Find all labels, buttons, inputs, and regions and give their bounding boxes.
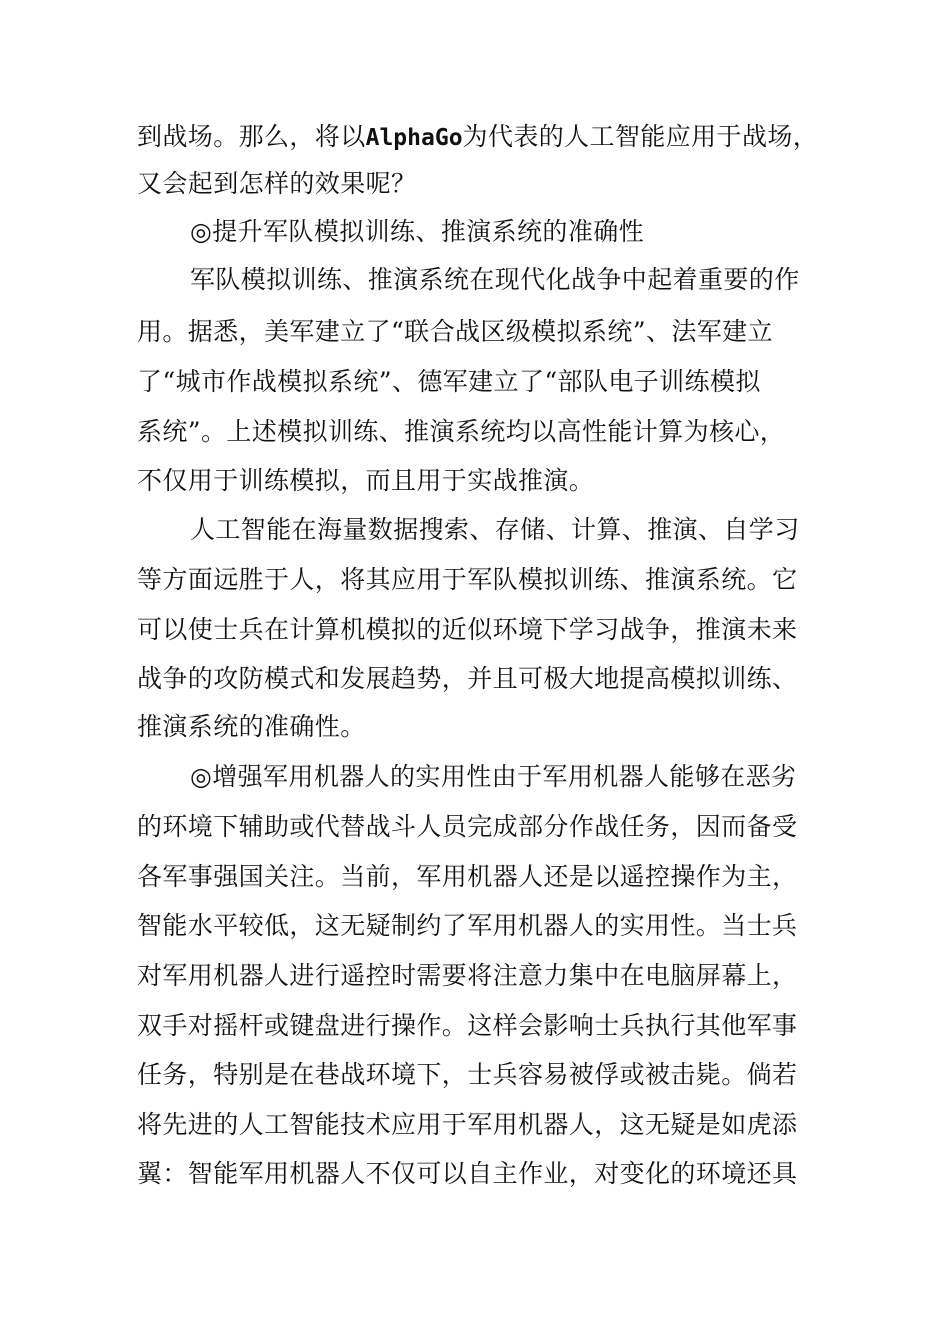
text-fragment: 为代表的人工智能应用于战场， [462, 122, 819, 151]
text-line: 了“城市作战模拟系统”、德军建立了“部队电子训练模拟 [137, 367, 761, 396]
text-line: 将先进的人工智能技术应用于军用机器人，这无疑是如虎添 [137, 1110, 798, 1139]
text-line: 翼：智能军用机器人不仅可以自主作业，对变化的环境还具 [137, 1159, 798, 1188]
text-line: 智能水平较低，这无疑制约了军用机器人的实用性。当士兵 [137, 911, 798, 940]
text-line: 可以使士兵在计算机模拟的近似环境下学习战争，推演未来 [137, 615, 798, 644]
text-line: 等方面远胜于人，将其应用于军队模拟训练、推演系统。它 [137, 565, 798, 594]
text-line: 不仅用于训练模拟，而且用于实战推演。 [137, 466, 595, 495]
text-line [137, 117, 817, 157]
text-line: 推演系统的准确性。 [137, 712, 366, 741]
section-heading: ◎增强军用机器人的实用性由于军用机器人能够在恶劣 [190, 762, 797, 791]
text-fragment: 到战场。那么，将以 [137, 122, 366, 151]
text-line: 的环境下辅助或代替战斗人员完成部分作战任务，因而备受 [137, 812, 798, 841]
text-line: 战争的攻防模式和发展趋势，并且可极大地提高模拟训练、 [137, 664, 798, 693]
section-heading: ◎提升军队模拟训练、推演系统的准确性 [190, 217, 645, 246]
text-line: 对军用机器人进行遥控时需要将注意力集中在电脑屏幕上， [137, 961, 798, 990]
latin-term: AlphaGo [365, 125, 463, 151]
text-line: 双手对摇杆或键盘进行操作。这样会影响士兵执行其他军事 [137, 1011, 798, 1040]
text-line: 用。据悉，美军建立了“联合战区级模拟系统”、法军建立 [137, 317, 773, 346]
text-line: 各军事强国关注。当前，军用机器人还是以遥控操作为主， [137, 862, 798, 891]
text-line: 军队模拟训练、推演系统在现代化战争中起着重要的作 [190, 265, 800, 294]
text-line: 系统”。上述模拟训练、推演系统均以高性能计算为核心， [137, 417, 786, 446]
text-line: 人工智能在海量数据搜索、存储、计算、推演、自学习 [190, 515, 800, 544]
text-line: 又会起到怎样的效果呢？ [137, 169, 417, 198]
text-line: 任务，特别是在巷战环境下，士兵容易被俘或被击毙。倘若 [137, 1060, 798, 1089]
